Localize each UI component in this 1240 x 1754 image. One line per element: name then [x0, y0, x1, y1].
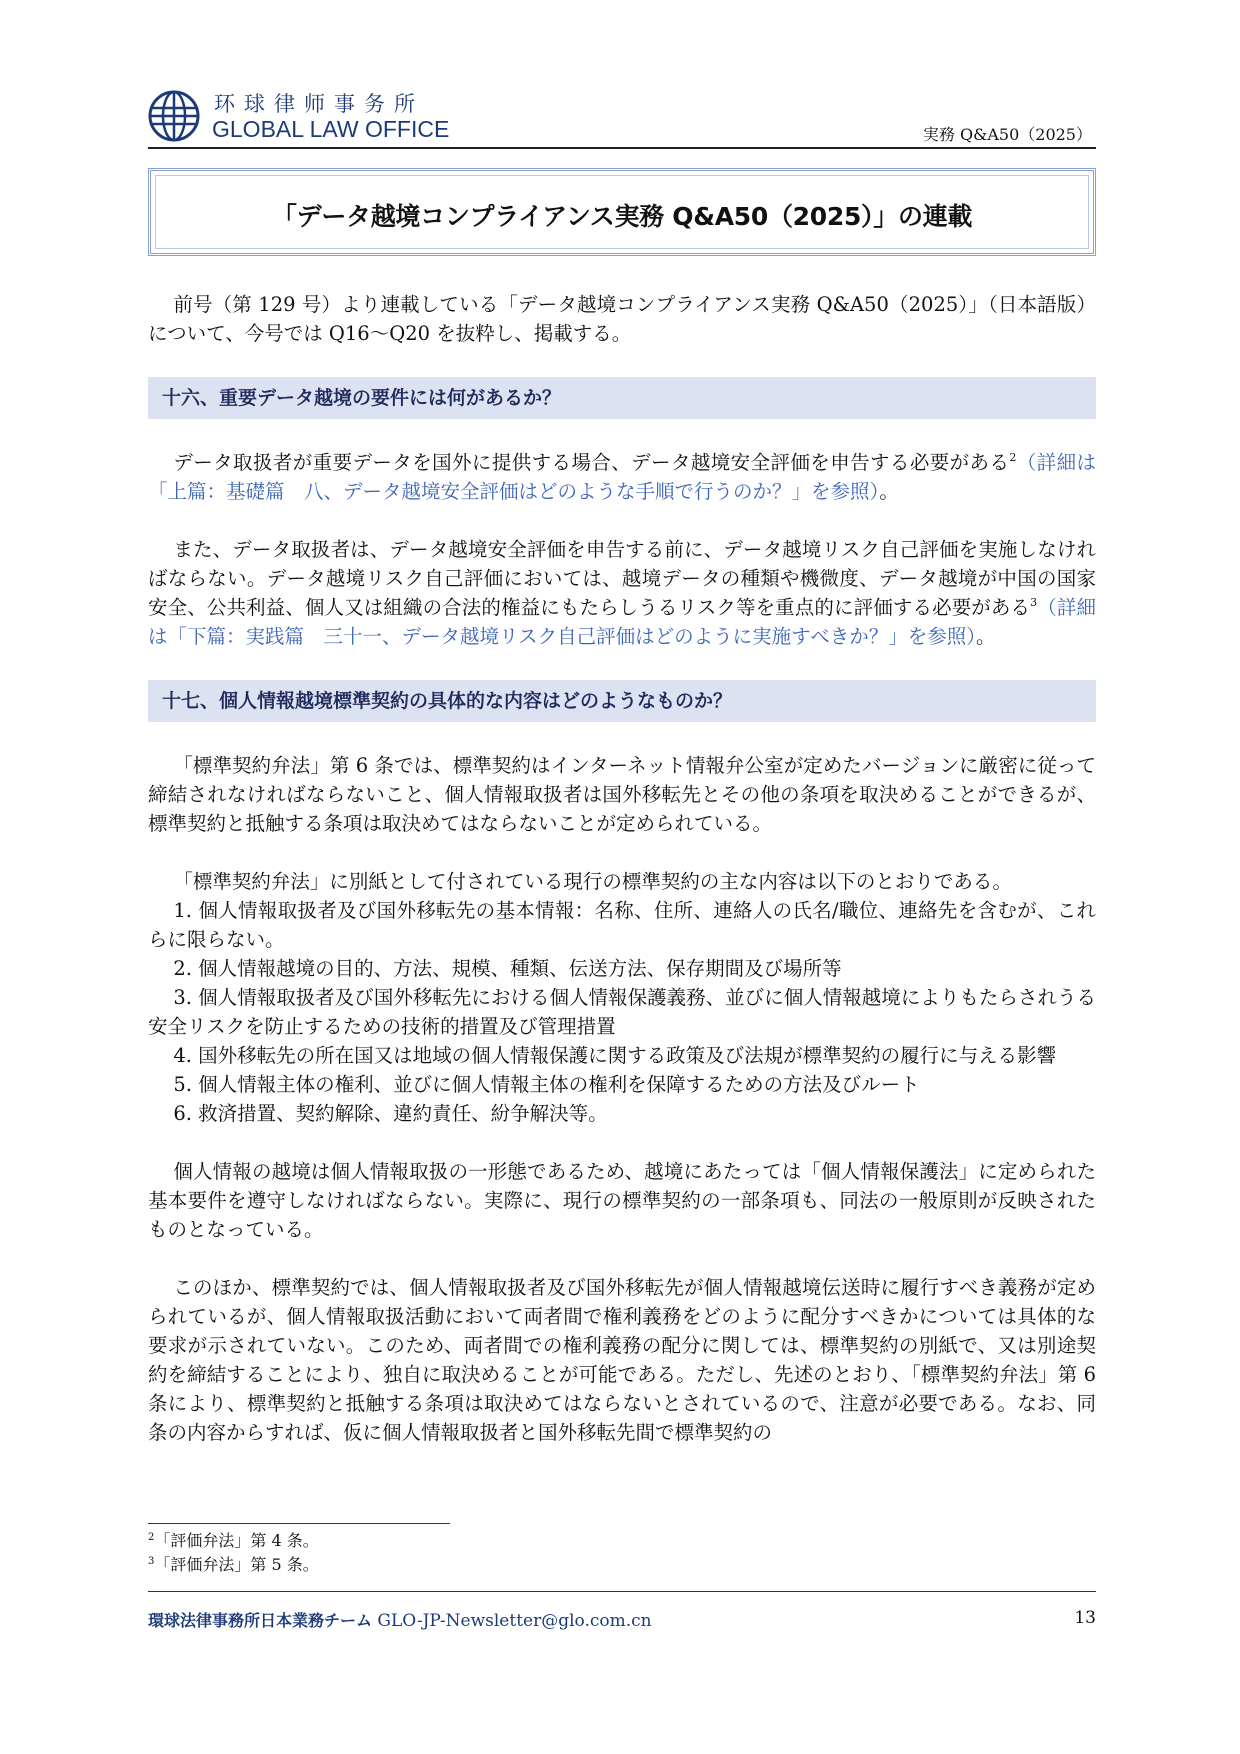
footer-divider: [148, 1591, 1096, 1592]
footnote-ref-3[interactable]: 3: [1030, 596, 1038, 609]
newsletter-email[interactable]: GLO-JP-Newsletter@glo.com.cn: [377, 1611, 652, 1631]
brand-name-en: GLOBAL LAW OFFICE: [212, 116, 450, 142]
list-item: 2. 個人情報越境の目的、方法、規模、種類、伝送方法、保存期間及び場所等: [173, 957, 842, 980]
footer-contact: [148, 1608, 652, 1631]
section-17-heading: 十七、個人情報越境標準契約の具体的な内容はどのようなものか？: [148, 680, 1096, 722]
page-header: [148, 84, 1096, 148]
globe-icon: [148, 90, 200, 142]
header-divider: [148, 147, 1096, 149]
footnote-divider: [148, 1523, 450, 1524]
brand-name-cn: 环球律师事务所: [214, 92, 424, 116]
cross-reference-link[interactable]: （詳細は「下篇：実践篇 三十一、データ越境リスク自己評価はどのように実施すべきか？」を参照）: [148, 596, 1096, 648]
section-17-paragraph-2: 「標準契約弁法」に別紙として付されている現行の標準契約の主な内容は以下のとおりである。: [173, 870, 1012, 893]
article-body: [148, 290, 1096, 1447]
page-number: 13: [1074, 1608, 1096, 1628]
list-item: 4. 国外移転先の所在国又は地域の個人情報保護に関する政策及び法規が標準契約の履行に与える影響: [173, 1044, 1057, 1067]
intro-paragraph: 前号（第 129 号）より連載している「データ越境コンプライアンス実務 Q&A50（2025）」（日本語版）について、今号では Q16〜Q20 を抜粋し、掲載する。: [148, 293, 1096, 345]
page-title: 「データ越境コンプライアンス実務 Q&A50（2025）」の連載: [271, 202, 973, 231]
section-16-paragraph-1: データ取扱者が重要データを国外に提供する場合、データ越境安全評価を申告する必要がある$^2$（詳細は「上篇：基礎篇 八、データ越境安全評価はどのような手順で行うのか？」を参照）。: [148, 451, 1096, 503]
paragraph-text: また、データ取扱者は、データ越境安全評価を申告する前に、データ越境リスク自己評価を実施しなければならない。データ越境リスク自己評価においては、越境データの種類や機微度、データ越境が中国の国家安全、公共利益、個人又は組織の合法的権益にもたらしうるリスク等を重点的に評価する必要がある: [148, 538, 1096, 619]
footnotes: [148, 1529, 319, 1577]
section-17-paragraph-4: このほか、標準契約では、個人情報取扱者及び国外移転先が個人情報越境伝送時に履行すべき義務が定められているが、個人情報取扱活動において両者間で権利義務をどのように配分すべきかについては具体的な要求が示されていない。このため、両者間での権利義務の配分に関しては、標準契約の別紙で、又は別途契約を締結することにより、独自に取決めることが可能である。ただし、先述のとおり、「標準契約弁法」第 6 条により、標準契約と抵触する条項は取決めてはならないとされているので、注意が必要である。なお、同条の内容からすれば、仮に個人情報取扱者と国外移転先間で標準契約の: [148, 1276, 1096, 1444]
title-box: [148, 168, 1096, 256]
list-item: 6. 救済措置、契約解除、違約責任、紛争解決等。: [173, 1102, 608, 1125]
footnote-ref-2[interactable]: 2: [1009, 451, 1017, 464]
footnote-3: $^3$「評価弁法」第 5 条。: [148, 1555, 319, 1574]
paragraph-text: データ取扱者が重要データを国外に提供する場合、データ越境安全評価を申告する必要がある: [173, 451, 1010, 474]
footnote-2: $^2$「評価弁法」第 4 条。: [148, 1531, 319, 1550]
list-item: 3. 個人情報取扱者及び国外移転先における個人情報保護義務、並びに個人情報越境によりもたらされうる安全リスクを防止するための技術的措置及び管理措置: [148, 986, 1096, 1038]
team-name: 環球法律事務所日本業務チーム: [148, 1611, 373, 1630]
section-16-heading: 十六、重要データ越境の要件には何があるか？: [148, 377, 1096, 419]
list-item: 1. 個人情報取扱者及び国外移転先の基本情報：名称、住所、連絡人の氏名/職位、連絡先を含むが、これらに限らない。: [148, 899, 1096, 951]
list-item: 5. 個人情報主体の権利、並びに個人情報主体の権利を保障するための方法及びルート: [173, 1073, 920, 1096]
section-17-paragraph-1: 「標準契約弁法」第 6 条では、標準契約はインターネット情報弁公室が定めたバージョンに厳密に従って締結されなければならないこと、個人情報取扱者は国外移転先とその他の条項を取決めることができるが、標準契約と抵触する条項は取決めてはならないことが定められている。: [148, 754, 1096, 835]
section-17-paragraph-3: 個人情報の越境は個人情報取扱の一形態であるため、越境にあたっては「個人情報保護法」に定められた基本要件を遵守しなければならない。実際に、現行の標準契約の一部条項も、同法の一般原則が反映されたものとなっている。: [148, 1160, 1096, 1241]
section-16-paragraph-2: また、データ取扱者は、データ越境安全評価を申告する前に、データ越境リスク自己評価を実施しなければならない。データ越境リスク自己評価においては、越境データの種類や機微度、データ越境が中国の国家安全、公共利益、個人又は組織の合法的権益にもたらしうるリスク等を重点的に評価する必要がある$^3$（詳細は「下篇：実践篇 三十一、データ越境リスク自己評価はどのように実施すべきか？」を参照）。: [148, 538, 1096, 648]
cross-reference-link[interactable]: （詳細は「上篇：基礎篇 八、データ越境安全評価はどのような手順で行うのか？」を参照）: [148, 451, 1096, 503]
series-label: 実務 Q&A50（2025）: [922, 125, 1092, 144]
